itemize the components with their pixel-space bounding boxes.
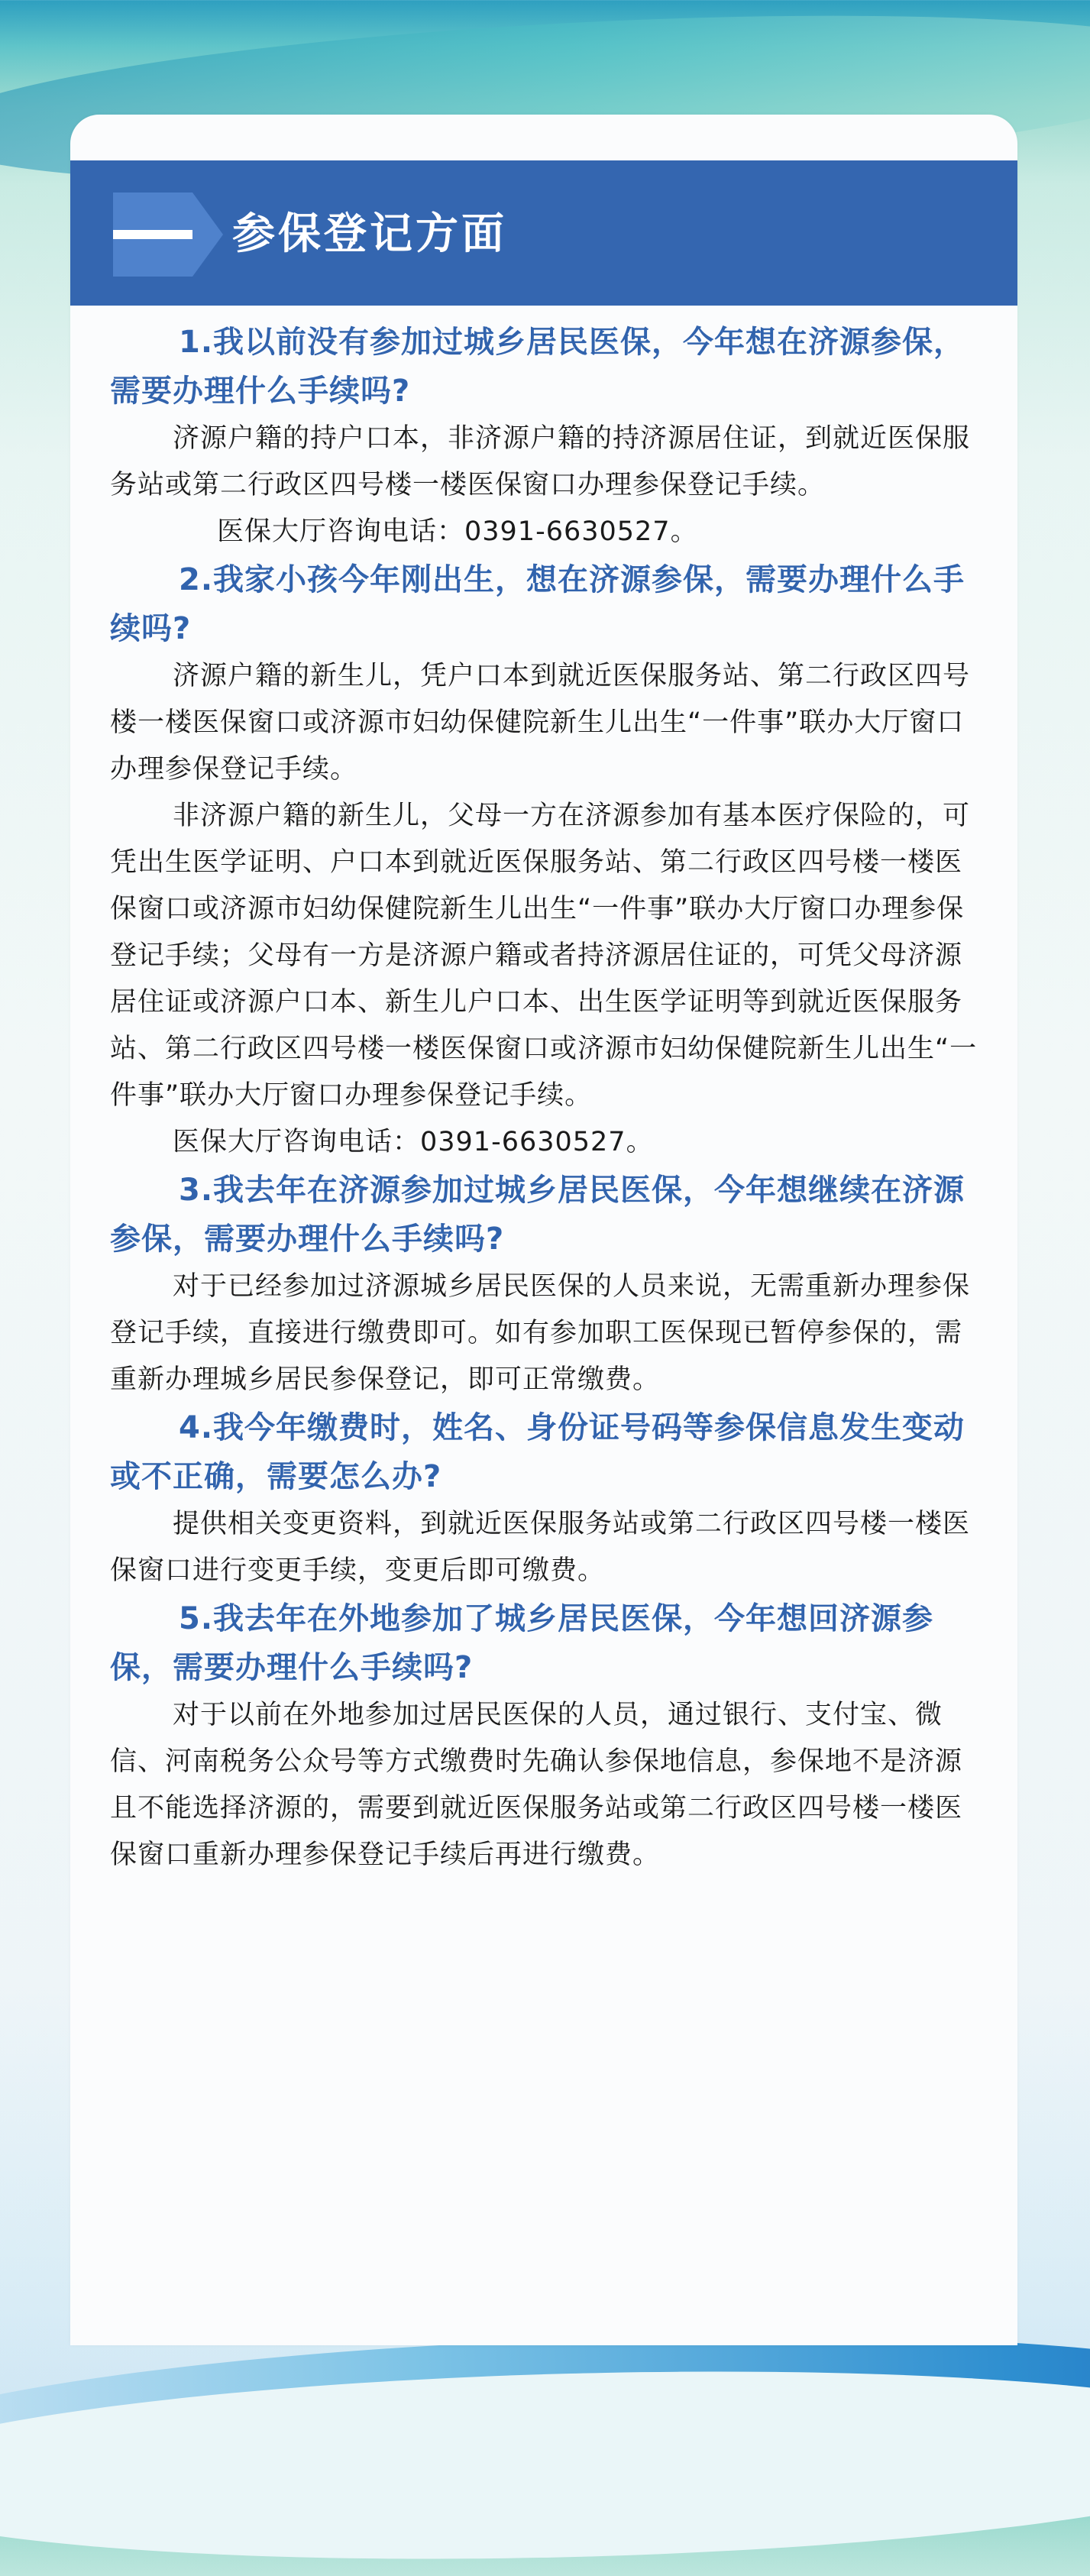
faq-question-1: 1.我以前没有参加过城乡居民医保，今年想在济源参保，需要办理什么手续吗? bbox=[110, 325, 965, 409]
faq-question-5: 5.我去年在外地参加了城乡居民医保，今年想回济源参保，需要办理什么手续吗? bbox=[110, 1601, 934, 1685]
faq-answer-3: 对于已经参加过济源城乡居民医保的人员来说，无需重新办理参保登记手续，直接进行缴费即可。如有参加职工医保现已暂停参保的，需重新办理城乡居民参保登记，即可正常缴费。 bbox=[110, 1271, 971, 1395]
section-title: 参保登记方面 bbox=[232, 209, 507, 259]
faq-answer-2a: 济源户籍的新生儿，凭户口本到就近医保服务站、第二行政区四号楼一楼医保窗口或济源市妇幼保健院新生儿出生“一件事”联办大厅窗口办理参保登记手续。 bbox=[110, 661, 971, 785]
faq-answer-4: 提供相关变更资料，到就近医保服务站或第二行政区四号楼一楼医保窗口进行变更手续，变更后即可缴费。 bbox=[110, 1509, 971, 1586]
faq-tel-2: 医保大厅咨询电话：0391-6630527。 bbox=[173, 1127, 654, 1157]
section-banner bbox=[70, 160, 1017, 306]
faq-answer-5: 对于以前在外地参加过居民医保的人员，通过银行、支付宝、微信、河南税务公众号等方式缴费时先确认参保地信息，参保地不是济源且不能选择济源的，需要到就近医保服务站或第二行政区四号楼一楼医保窗口重新办理参保登记手续后再进行缴费。 bbox=[110, 1700, 963, 1870]
faq-tel-1: 医保大厅咨询电话：0391-6630527。 bbox=[217, 516, 698, 547]
section-number-badge bbox=[113, 193, 192, 277]
faq-question-3: 3.我去年在济源参加过城乡居民医保，今年想继续在济源参保，需要办理什么手续吗? bbox=[110, 1173, 965, 1257]
faq-answer-1: 济源户籍的持户口本，非济源户籍的持济源居住证，到就近医保服务站或第二行政区四号楼一楼医保窗口办理参保登记手续。 bbox=[110, 423, 971, 500]
faq-question-2: 2.我家小孩今年刚出生，想在济源参保，需要办理什么手续吗? bbox=[110, 562, 965, 646]
faq-answer-2b: 非济源户籍的新生儿，父母一方在济源参加有基本医疗保险的，可凭出生医学证明、户口本到就近医保服务站、第二行政区四号楼一楼医保窗口或济源市妇幼保健院新生儿出生“一件事”联办大厅窗口办理参保登记手续；父母有一方是济源户籍或者持济源居住证的，可凭父母济源居住证或济源户口本、新生儿户口本、出生医学证明等到就近医保服务站、第二行政区四号楼一楼医保窗口或济源市妇幼保健院新生儿出生“一件事”联办大厅窗口办理参保登记手续。 bbox=[110, 801, 978, 1111]
faq-content bbox=[110, 318, 981, 1879]
content-card bbox=[70, 115, 1017, 2345]
section-badge-arrow bbox=[192, 193, 223, 277]
faq-question-4: 4.我今年缴费时，姓名、身份证号码等参保信息发生变动或不正确，需要怎么办? bbox=[110, 1410, 965, 1494]
section-number-glyph bbox=[113, 230, 192, 239]
